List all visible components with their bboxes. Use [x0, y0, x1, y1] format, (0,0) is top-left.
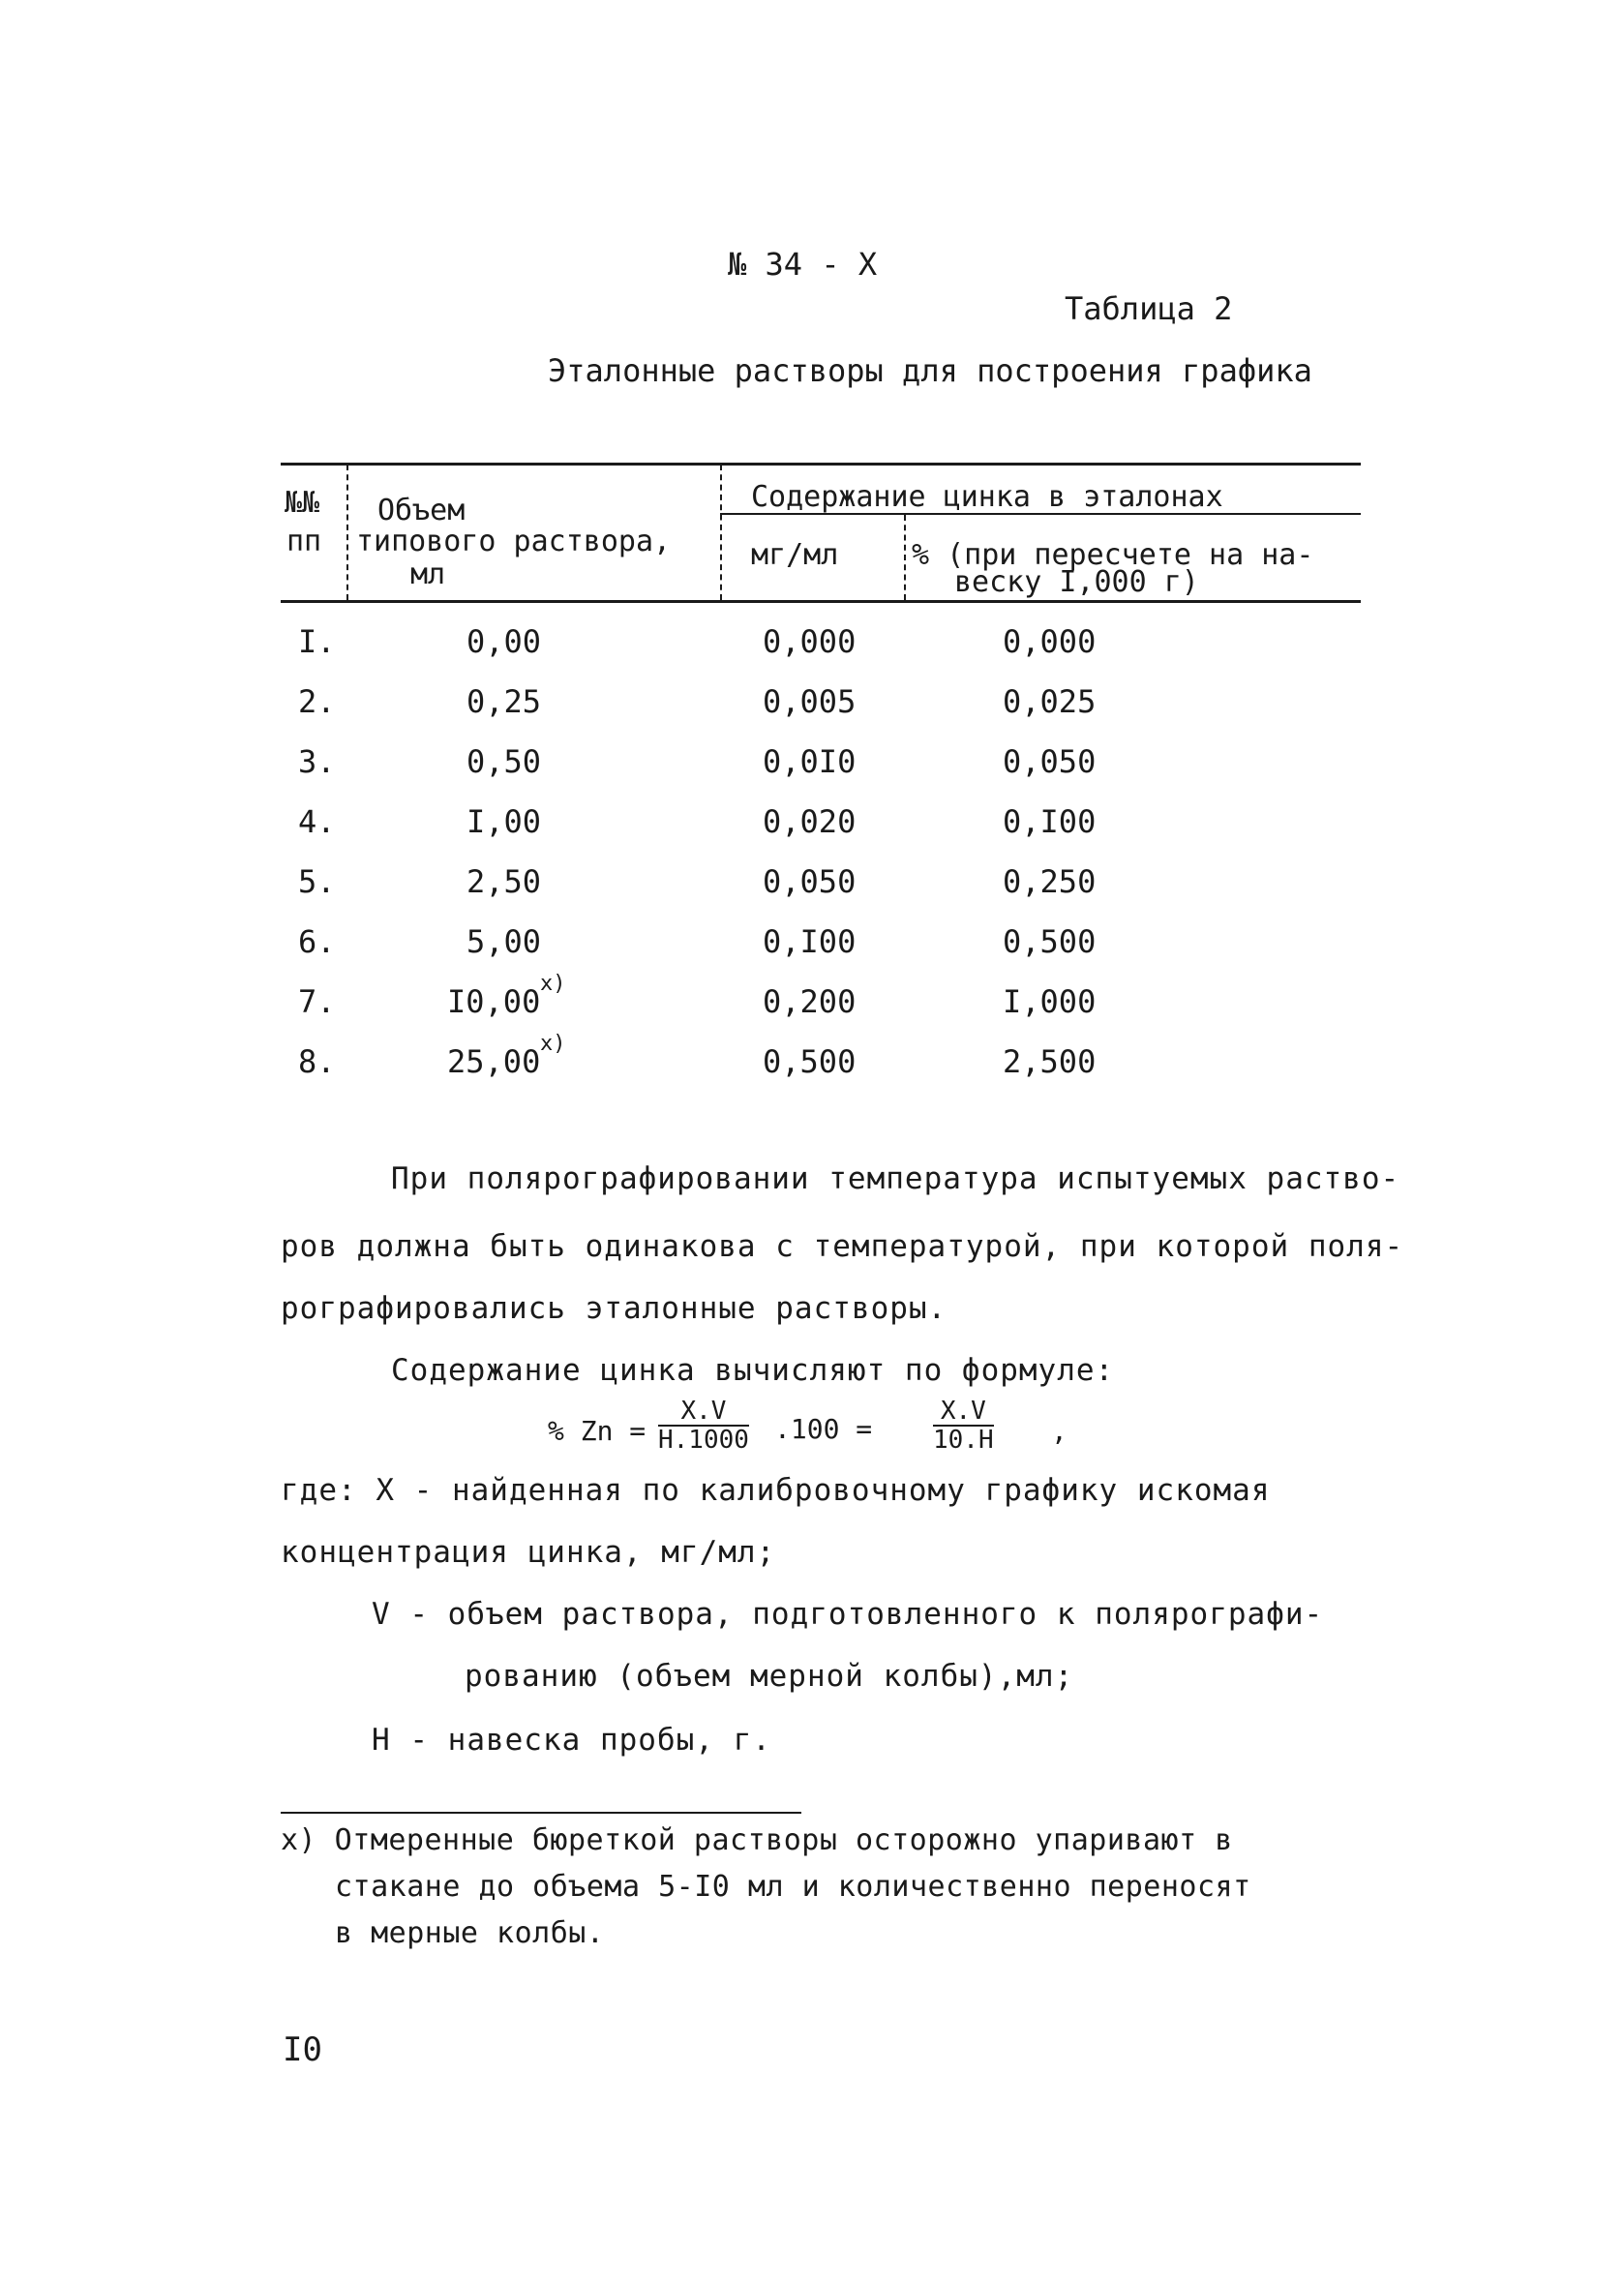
- footnote-marker: x): [540, 972, 566, 996]
- row-number: I.: [298, 623, 336, 660]
- table-top-rule: [281, 463, 1361, 466]
- row-volume: 5,00: [466, 923, 542, 960]
- where-line: где: Х - найденная по калибровочному графику искомая: [281, 1473, 1271, 1508]
- header-volume-3: мл: [410, 557, 446, 591]
- v-definition: рованию (объем мерной колбы),мл;: [465, 1659, 1074, 1694]
- row-mg-per-ml: 0,200: [763, 983, 857, 1020]
- header-percent-1: % (при пересчете на на-: [912, 538, 1314, 572]
- table-header-rule: [281, 600, 1361, 603]
- formula-tail: ,: [1051, 1415, 1068, 1447]
- table-col-divider-2: [720, 465, 722, 600]
- footnote-line: стакане до объема 5-I0 мл и количественно переносят: [335, 1870, 1251, 1904]
- page-number: I0: [283, 2030, 322, 2069]
- row-volume: 2,50: [466, 863, 542, 900]
- header-zinc-group: Содержание цинка в эталонах: [751, 480, 1223, 514]
- table-label: Таблица 2: [1065, 290, 1233, 327]
- row-volume: 0,00: [466, 623, 542, 660]
- formula-intro: Содержание цинка вычисляют по формуле:: [391, 1353, 1115, 1388]
- fraction-2-numerator: X.V: [933, 1398, 994, 1427]
- document-number: № 34 - Х: [728, 246, 878, 283]
- row-mg-per-ml: 0,005: [763, 683, 857, 720]
- row-number: 5.: [298, 863, 336, 900]
- row-number: 6.: [298, 923, 336, 960]
- paragraph-line: ров должна быть одинакова с температурой, при которой поля-: [281, 1229, 1404, 1264]
- row-mg-per-ml: 0,000: [763, 623, 857, 660]
- row-percent: 0,250: [1003, 863, 1097, 900]
- row-percent: 2,500: [1003, 1043, 1097, 1080]
- row-number: 4.: [298, 803, 336, 840]
- row-percent: 0,000: [1003, 623, 1097, 660]
- formula-fraction-2: [933, 1398, 994, 1454]
- row-number: 8.: [298, 1043, 336, 1080]
- table-title: Эталонные растворы для построения графика: [548, 352, 1312, 389]
- row-mg-per-ml: 0,020: [763, 803, 857, 840]
- row-volume: 0,50: [466, 743, 542, 780]
- header-number-2: пп: [286, 525, 322, 558]
- row-number: 2.: [298, 683, 336, 720]
- fraction-1-denominator: H.1000: [658, 1426, 749, 1455]
- header-volume-2: типового раствора,: [356, 525, 672, 558]
- row-volume: 0,25: [466, 683, 542, 720]
- row-volume: I0,00: [447, 983, 541, 1020]
- table-col-divider-1: [346, 465, 348, 600]
- fraction-1-numerator: X.V: [658, 1398, 749, 1427]
- row-volume: I,00: [466, 803, 542, 840]
- paragraph-line: При полярографировании температура испытуемых раство-: [391, 1161, 1400, 1196]
- fraction-2-denominator: 10.H: [933, 1426, 994, 1455]
- footnote-line: х) Отмеренные бюреткой растворы осторожно упаривают в: [281, 1823, 1233, 1857]
- row-mg-per-ml: 0,050: [763, 863, 857, 900]
- row-number: 3.: [298, 743, 336, 780]
- where-line: концентрация цинка, мг/мл;: [281, 1535, 776, 1570]
- row-percent: 0,050: [1003, 743, 1097, 780]
- header-volume-1: Объем: [377, 494, 466, 527]
- header-percent-2: веску I,000 г): [954, 565, 1199, 599]
- row-volume: 25,00: [447, 1043, 541, 1080]
- footnote-line: в мерные колбы.: [335, 1916, 605, 1950]
- h-definition: Н - навеска пробы, г.: [372, 1723, 771, 1758]
- formula-lhs: % Zn =: [548, 1415, 647, 1447]
- row-percent: 0,025: [1003, 683, 1097, 720]
- row-mg-per-ml: 0,0I0: [763, 743, 857, 780]
- paragraph-line: рографировались эталонные растворы.: [281, 1291, 947, 1326]
- footnote-rule: [281, 1812, 801, 1814]
- header-number-1: №№: [285, 486, 320, 520]
- row-percent: 0,I00: [1003, 803, 1097, 840]
- row-percent: I,000: [1003, 983, 1097, 1020]
- formula-fraction-1: [658, 1398, 749, 1454]
- header-mg-per-ml: мг/мл: [751, 538, 839, 572]
- row-mg-per-ml: 0,I00: [763, 923, 857, 960]
- formula-middle: .100 =: [774, 1413, 873, 1445]
- table-col-divider-3: [904, 515, 906, 600]
- row-percent: 0,500: [1003, 923, 1097, 960]
- v-definition: V - объем раствора, подготовленного к полярографи-: [372, 1597, 1324, 1632]
- row-mg-per-ml: 0,500: [763, 1043, 857, 1080]
- footnote-marker: x): [540, 1032, 566, 1056]
- row-number: 7.: [298, 983, 336, 1020]
